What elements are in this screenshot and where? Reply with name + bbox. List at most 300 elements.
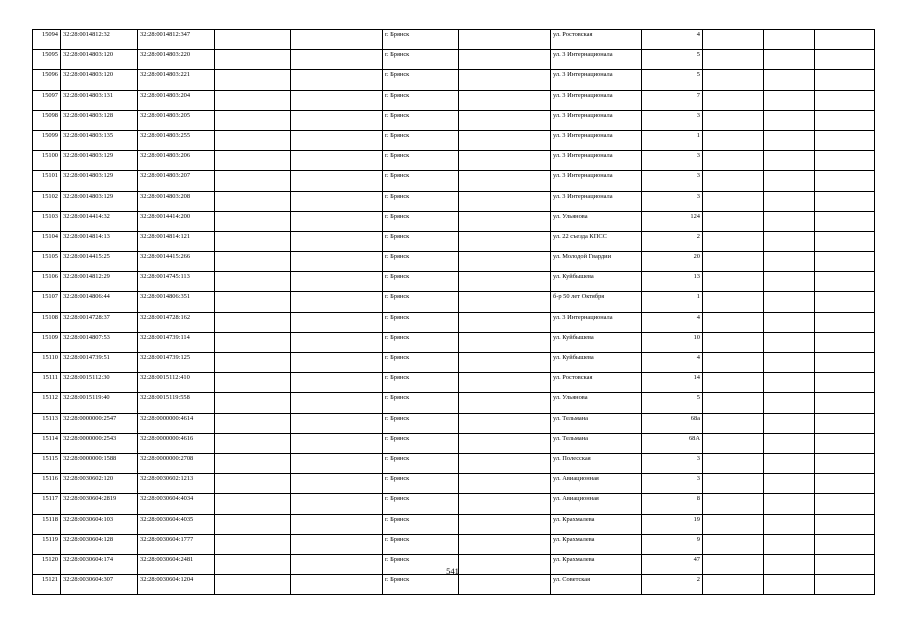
empty-cell (459, 231, 551, 251)
table-row (33, 70, 875, 90)
table-row (33, 373, 875, 393)
cadastral-number-cell: 32:28:0015119:40 (61, 393, 138, 413)
table-row (33, 211, 875, 231)
empty-cell (291, 151, 383, 171)
empty-cell (703, 90, 764, 110)
house-number-cell: 5 (642, 70, 703, 90)
city-cell: г. Брянск (383, 211, 459, 231)
empty-cell (815, 272, 875, 292)
table-row (33, 393, 875, 413)
empty-cell (459, 151, 551, 171)
empty-cell (215, 514, 291, 534)
empty-cell (703, 534, 764, 554)
cadastral-number-cell: 32:28:0014803:129 (61, 171, 138, 191)
empty-cell (815, 211, 875, 231)
empty-cell (291, 393, 383, 413)
empty-cell (291, 191, 383, 211)
empty-cell (291, 50, 383, 70)
row-number-cell: 15109 (33, 332, 61, 352)
table-row (33, 110, 875, 130)
page-number: 541 (446, 566, 459, 576)
empty-cell (764, 353, 815, 373)
empty-cell (703, 353, 764, 373)
empty-cell (291, 90, 383, 110)
city-cell: г. Брянск (383, 514, 459, 534)
cadastral-number-cell: 32:28:0030602:120 (61, 474, 138, 494)
object-number-cell: 32:28:0014814:121 (138, 231, 215, 251)
house-number-cell: 7 (642, 90, 703, 110)
street-cell: ул. Советская (551, 575, 642, 595)
city-cell: г. Брянск (383, 494, 459, 514)
street-cell: ул. Авиационная (551, 474, 642, 494)
empty-cell (764, 332, 815, 352)
empty-cell (815, 453, 875, 473)
city-cell: г. Брянск (383, 90, 459, 110)
cadastral-number-cell: 32:28:0014414:32 (61, 211, 138, 231)
table-row (33, 272, 875, 292)
cadastral-number-cell: 32:28:0015112:30 (61, 373, 138, 393)
empty-cell (459, 292, 551, 312)
street-cell: ул. 3 Интернационала (551, 191, 642, 211)
empty-cell (815, 494, 875, 514)
cadastral-number-cell: 32:28:0014812:32 (61, 30, 138, 50)
empty-cell (215, 575, 291, 595)
empty-cell (703, 191, 764, 211)
street-cell: ул. 3 Интернационала (551, 151, 642, 171)
house-number-cell: 5 (642, 50, 703, 70)
street-cell: ул. Авиационная (551, 494, 642, 514)
empty-cell (291, 312, 383, 332)
empty-cell (459, 110, 551, 130)
empty-cell (215, 534, 291, 554)
object-number-cell: 32:28:0014803:207 (138, 171, 215, 191)
street-cell: ул. Полесская (551, 453, 642, 473)
empty-cell (291, 534, 383, 554)
house-number-cell: 47 (642, 554, 703, 574)
empty-cell (459, 474, 551, 494)
empty-cell (703, 575, 764, 595)
empty-cell (764, 231, 815, 251)
empty-cell (764, 453, 815, 473)
empty-cell (459, 272, 551, 292)
cadastral-number-cell: 32:28:0014803:135 (61, 130, 138, 150)
street-cell: ул. Крахмалева (551, 514, 642, 534)
street-cell: б-р 50 лет Октября (551, 292, 642, 312)
object-number-cell: 32:28:0000000:2708 (138, 453, 215, 473)
empty-cell (815, 373, 875, 393)
empty-cell (459, 373, 551, 393)
empty-cell (703, 50, 764, 70)
street-cell: ул. Тельмана (551, 433, 642, 453)
empty-cell (815, 312, 875, 332)
empty-cell (764, 413, 815, 433)
cadastral-number-cell: 32:28:0014415:25 (61, 252, 138, 272)
table-row (33, 252, 875, 272)
empty-cell (215, 272, 291, 292)
object-number-cell: 32:28:0014803:206 (138, 151, 215, 171)
empty-cell (815, 30, 875, 50)
row-number-cell: 15096 (33, 70, 61, 90)
table-row (33, 433, 875, 453)
empty-cell (703, 231, 764, 251)
empty-cell (215, 494, 291, 514)
empty-cell (215, 292, 291, 312)
table-row (33, 151, 875, 171)
object-number-cell: 32:28:0000000:4616 (138, 433, 215, 453)
city-cell: г. Брянск (383, 50, 459, 70)
object-number-cell: 32:28:0014803:255 (138, 130, 215, 150)
table-row (33, 90, 875, 110)
empty-cell (291, 110, 383, 130)
object-number-cell: 32:28:0014806:351 (138, 292, 215, 312)
empty-cell (764, 393, 815, 413)
object-number-cell: 32:28:0015112:410 (138, 373, 215, 393)
cadastral-number-cell: 32:28:0030604:128 (61, 534, 138, 554)
object-number-cell: 32:28:0014812:347 (138, 30, 215, 50)
row-number-cell: 15098 (33, 110, 61, 130)
table-row (33, 231, 875, 251)
cadastral-number-cell: 32:28:0014803:129 (61, 151, 138, 171)
empty-cell (815, 353, 875, 373)
row-number-cell: 15099 (33, 130, 61, 150)
empty-cell (215, 231, 291, 251)
empty-cell (703, 30, 764, 50)
empty-cell (764, 312, 815, 332)
object-number-cell: 32:28:0000000:4614 (138, 413, 215, 433)
house-number-cell: 3 (642, 171, 703, 191)
city-cell: г. Брянск (383, 413, 459, 433)
empty-cell (215, 453, 291, 473)
row-number-cell: 15102 (33, 191, 61, 211)
empty-cell (291, 332, 383, 352)
empty-cell (459, 211, 551, 231)
row-number-cell: 15121 (33, 575, 61, 595)
cadastral-number-cell: 32:28:0014806:44 (61, 292, 138, 312)
empty-cell (815, 393, 875, 413)
empty-cell (215, 373, 291, 393)
house-number-cell: 3 (642, 151, 703, 171)
street-cell: ул. Крахмалева (551, 554, 642, 574)
street-cell: ул. 3 Интернационала (551, 130, 642, 150)
table-row (33, 130, 875, 150)
empty-cell (459, 130, 551, 150)
street-cell: ул. Ростовская (551, 373, 642, 393)
row-number-cell: 15113 (33, 413, 61, 433)
empty-cell (815, 474, 875, 494)
house-number-cell: 9 (642, 534, 703, 554)
empty-cell (815, 130, 875, 150)
street-cell: ул. 3 Интернационала (551, 171, 642, 191)
empty-cell (764, 514, 815, 534)
house-number-cell: 124 (642, 211, 703, 231)
city-cell: г. Брянск (383, 554, 459, 574)
empty-cell (815, 110, 875, 130)
street-cell: ул. Ульянова (551, 393, 642, 413)
empty-cell (815, 70, 875, 90)
table-row (33, 191, 875, 211)
empty-cell (459, 413, 551, 433)
empty-cell (815, 151, 875, 171)
empty-cell (815, 252, 875, 272)
object-number-cell: 32:28:0014745:113 (138, 272, 215, 292)
cadastral-number-cell: 32:28:0030604:307 (61, 575, 138, 595)
empty-cell (764, 211, 815, 231)
empty-cell (764, 433, 815, 453)
cadastral-number-cell: 32:28:0000000:2547 (61, 413, 138, 433)
table-row (33, 50, 875, 70)
cadastral-number-cell: 32:28:0014814:13 (61, 231, 138, 251)
row-number-cell: 15106 (33, 272, 61, 292)
row-number-cell: 15101 (33, 171, 61, 191)
row-number-cell: 15103 (33, 211, 61, 231)
table-row (33, 453, 875, 473)
empty-cell (291, 514, 383, 534)
empty-cell (291, 373, 383, 393)
empty-cell (459, 433, 551, 453)
street-cell: ул. Ульянова (551, 211, 642, 231)
cadastral-number-cell: 32:28:0014803:120 (61, 50, 138, 70)
empty-cell (703, 373, 764, 393)
empty-cell (815, 332, 875, 352)
house-number-cell: 68А (642, 433, 703, 453)
house-number-cell: 2 (642, 231, 703, 251)
table-row (33, 332, 875, 352)
empty-cell (703, 252, 764, 272)
house-number-cell: 10 (642, 332, 703, 352)
city-cell: г. Брянск (383, 353, 459, 373)
table-row (33, 171, 875, 191)
row-number-cell: 15094 (33, 30, 61, 50)
empty-cell (703, 211, 764, 231)
object-number-cell: 32:28:0014803:220 (138, 50, 215, 70)
row-number-cell: 15108 (33, 312, 61, 332)
empty-cell (291, 494, 383, 514)
empty-cell (215, 211, 291, 231)
empty-cell (215, 353, 291, 373)
empty-cell (815, 90, 875, 110)
object-number-cell: 32:28:0030604:2481 (138, 554, 215, 574)
empty-cell (815, 534, 875, 554)
empty-cell (815, 433, 875, 453)
empty-cell (215, 151, 291, 171)
city-cell: г. Брянск (383, 191, 459, 211)
object-number-cell: 32:28:0030604:4035 (138, 514, 215, 534)
empty-cell (703, 453, 764, 473)
row-number-cell: 15104 (33, 231, 61, 251)
table-row (33, 494, 875, 514)
city-cell: г. Брянск (383, 474, 459, 494)
table-row (33, 312, 875, 332)
register-table (32, 29, 875, 595)
empty-cell (291, 433, 383, 453)
street-cell: ул. Тельмана (551, 413, 642, 433)
cadastral-number-cell: 32:28:0014807:53 (61, 332, 138, 352)
house-number-cell: 19 (642, 514, 703, 534)
house-number-cell: 3 (642, 453, 703, 473)
house-number-cell: 1 (642, 292, 703, 312)
empty-cell (215, 90, 291, 110)
empty-cell (703, 272, 764, 292)
empty-cell (764, 575, 815, 595)
house-number-cell: 3 (642, 474, 703, 494)
row-number-cell: 15110 (33, 353, 61, 373)
street-cell: ул. Куйбышева (551, 272, 642, 292)
house-number-cell: 4 (642, 30, 703, 50)
empty-cell (215, 474, 291, 494)
street-cell: ул. 3 Интернационала (551, 110, 642, 130)
empty-cell (459, 575, 551, 595)
empty-cell (459, 393, 551, 413)
empty-cell (703, 130, 764, 150)
house-number-cell: 14 (642, 373, 703, 393)
city-cell: г. Брянск (383, 575, 459, 595)
street-cell: ул. 3 Интернационала (551, 312, 642, 332)
empty-cell (764, 534, 815, 554)
object-number-cell: 32:28:0015119:558 (138, 393, 215, 413)
object-number-cell: 32:28:0014803:208 (138, 191, 215, 211)
cadastral-number-cell: 32:28:0014739:51 (61, 353, 138, 373)
city-cell: г. Брянск (383, 70, 459, 90)
empty-cell (703, 433, 764, 453)
table-body (33, 30, 875, 595)
city-cell: г. Брянск (383, 151, 459, 171)
city-cell: г. Брянск (383, 272, 459, 292)
object-number-cell: 32:28:0030602:1213 (138, 474, 215, 494)
row-number-cell: 15114 (33, 433, 61, 453)
empty-cell (291, 353, 383, 373)
empty-cell (459, 494, 551, 514)
empty-cell (215, 50, 291, 70)
street-cell: ул. 3 Интернационала (551, 90, 642, 110)
empty-cell (459, 90, 551, 110)
table-row (33, 534, 875, 554)
house-number-cell: 20 (642, 252, 703, 272)
city-cell: г. Брянск (383, 393, 459, 413)
row-number-cell: 15115 (33, 453, 61, 473)
empty-cell (459, 70, 551, 90)
object-number-cell: 32:28:0014415:266 (138, 252, 215, 272)
empty-cell (215, 393, 291, 413)
object-number-cell: 32:28:0030604:1204 (138, 575, 215, 595)
row-number-cell: 15112 (33, 393, 61, 413)
empty-cell (291, 474, 383, 494)
house-number-cell: 5 (642, 393, 703, 413)
table-row (33, 353, 875, 373)
street-cell: ул. 22 съезда КПСС (551, 231, 642, 251)
cadastral-number-cell: 32:28:0000000:1588 (61, 453, 138, 473)
empty-cell (703, 474, 764, 494)
object-number-cell: 32:28:0030604:4034 (138, 494, 215, 514)
cadastral-number-cell: 32:28:0030604:174 (61, 554, 138, 574)
empty-cell (291, 453, 383, 473)
street-cell: ул. Крахмалева (551, 534, 642, 554)
empty-cell (215, 191, 291, 211)
object-number-cell: 32:28:0014803:205 (138, 110, 215, 130)
empty-cell (815, 50, 875, 70)
street-cell: ул. 3 Интернационала (551, 50, 642, 70)
house-number-cell: 4 (642, 312, 703, 332)
row-number-cell: 15120 (33, 554, 61, 574)
object-number-cell: 32:28:0014803:221 (138, 70, 215, 90)
empty-cell (291, 130, 383, 150)
empty-cell (703, 413, 764, 433)
street-cell: ул. Ростовская (551, 30, 642, 50)
empty-cell (459, 50, 551, 70)
object-number-cell: 32:28:0030604:1777 (138, 534, 215, 554)
empty-cell (703, 70, 764, 90)
row-number-cell: 15111 (33, 373, 61, 393)
row-number-cell: 15095 (33, 50, 61, 70)
object-number-cell: 32:28:0014414:200 (138, 211, 215, 231)
row-number-cell: 15118 (33, 514, 61, 534)
house-number-cell: 13 (642, 272, 703, 292)
empty-cell (291, 413, 383, 433)
empty-cell (215, 252, 291, 272)
city-cell: г. Брянск (383, 231, 459, 251)
empty-cell (764, 130, 815, 150)
empty-cell (215, 433, 291, 453)
cadastral-number-cell: 32:28:0014803:128 (61, 110, 138, 130)
table-row (33, 514, 875, 534)
empty-cell (459, 453, 551, 473)
empty-cell (703, 110, 764, 130)
row-number-cell: 15107 (33, 292, 61, 312)
empty-cell (764, 191, 815, 211)
city-cell: г. Брянск (383, 252, 459, 272)
empty-cell (215, 171, 291, 191)
empty-cell (764, 50, 815, 70)
empty-cell (291, 211, 383, 231)
table-row (33, 413, 875, 433)
empty-cell (764, 30, 815, 50)
cadastral-number-cell: 32:28:0014803:129 (61, 191, 138, 211)
empty-cell (703, 393, 764, 413)
empty-cell (764, 272, 815, 292)
row-number-cell: 15097 (33, 90, 61, 110)
empty-cell (703, 292, 764, 312)
cadastral-number-cell: 32:28:0014728:37 (61, 312, 138, 332)
empty-cell (764, 292, 815, 312)
cadastral-number-cell: 32:28:0000000:2543 (61, 433, 138, 453)
empty-cell (815, 171, 875, 191)
empty-cell (459, 332, 551, 352)
empty-cell (764, 494, 815, 514)
empty-cell (764, 110, 815, 130)
empty-cell (459, 514, 551, 534)
empty-cell (703, 171, 764, 191)
row-number-cell: 15100 (33, 151, 61, 171)
row-number-cell: 15119 (33, 534, 61, 554)
house-number-cell: 3 (642, 110, 703, 130)
empty-cell (764, 90, 815, 110)
empty-cell (764, 252, 815, 272)
street-cell: ул. Куйбышева (551, 353, 642, 373)
empty-cell (215, 312, 291, 332)
cadastral-number-cell: 32:28:0030604:2819 (61, 494, 138, 514)
cadastral-number-cell: 32:28:0014803:131 (61, 90, 138, 110)
empty-cell (291, 171, 383, 191)
house-number-cell: 68а (642, 413, 703, 433)
table-row (33, 292, 875, 312)
empty-cell (815, 413, 875, 433)
street-cell: ул. Куйбышева (551, 332, 642, 352)
cadastral-number-cell: 32:28:0030604:103 (61, 514, 138, 534)
empty-cell (459, 312, 551, 332)
empty-cell (291, 272, 383, 292)
empty-cell (703, 332, 764, 352)
empty-cell (764, 171, 815, 191)
empty-cell (703, 494, 764, 514)
